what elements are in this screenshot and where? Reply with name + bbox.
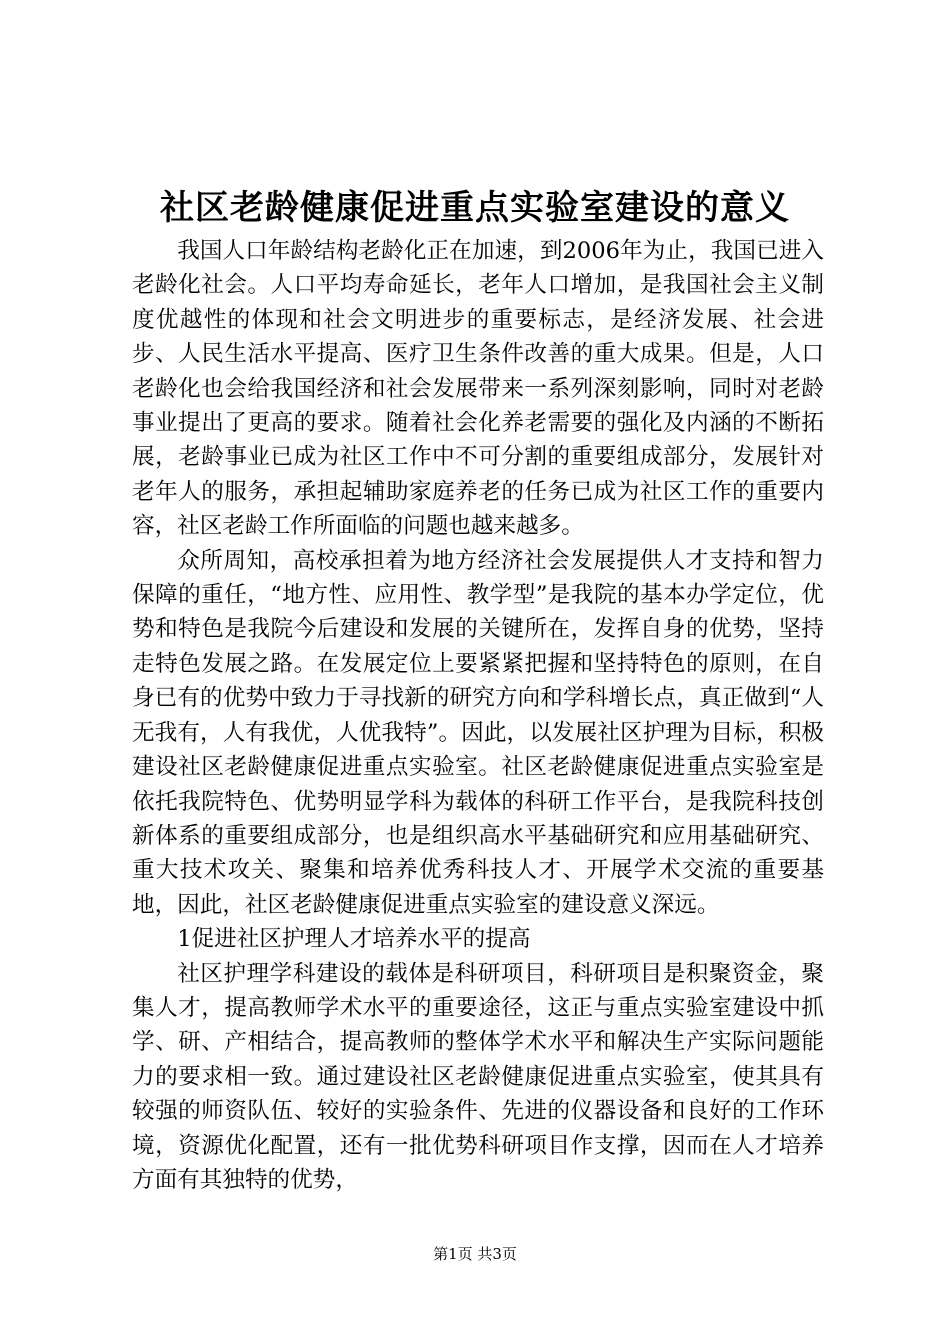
page-footer: 第1页 共3页 bbox=[433, 1245, 517, 1263]
document-body bbox=[132, 234, 824, 1197]
section-heading-1: 1促进社区护理人才培养水平的提高 bbox=[177, 926, 531, 953]
paragraph-section-1: 社区护理学科建设的载体是科研项目，科研项目是积聚资金，聚集人才，提高教师学术水平的重要途径，这正与重点实验室建设中抓学、研、产相结合，提高教师的整体学术水平和解决生产实际问题能力的要求相一致。通过建设社区老龄健康促进重点实验室，使其具有较强的师资队伍、较好的实验条件、先进的仪器设备和良好的工作环境，资源优化配置，还有一批优势科研项目作支撑，因而在人才培养方面有其独特的优势， bbox=[132, 960, 824, 1193]
paragraph-intro: 我国人口年龄结构老龄化正在加速，到2006年为止，我国已进入老龄化社会。人口平均寿命延长，老年人口增加，是我国社会主义制度优越性的体现和社会文明进步的重要标志，是经济发展、社会进步、人民生活水平提高、医疗卫生条件改善的重大成果。但是，人口老龄化也会给我国经济和社会发展带来一系列深刻影响，同时对老龄事业提出了更高的要求。随着社会化养老需要的强化及内涵的不断拓展，老龄事业已成为社区工作中不可分割的重要组成部分，发展针对老年人的服务，承担起辅助家庭养老的任务已成为社区工作的重要内容，社区老龄工作所面临的问题也越来越多。 bbox=[132, 238, 824, 540]
document-title: 社区老龄健康促进重点实验室建设的意义 bbox=[160, 188, 790, 228]
paragraph-positioning: 众所周知，高校承担着为地方经济社会发展提供人才支持和智力保障的重任，“地方性、应用性、教学型”是我院的基本办学定位，优势和特色是我院今后建设和发展的关键所在，发挥自身的优势，坚持走特色发展之路。在发展定位上要紧紧把握和坚持特色的原则，在自身已有的优势中致力于寻找新的研究方向和学科增长点，真正做到“人无我有，人有我优，人优我特”。因此，以发展社区护理为目标，积极建设社区老龄健康促进重点实验室。社区老龄健康促进重点实验室是依托我院特色、优势明显学科为载体的科研工作平台，是我院科技创新体系的重要组成部分，也是组织高水平基础研究和应用基础研究、重大技术攻关、聚集和培养优秀科技人才、开展学术交流的重要基地，因此，社区老龄健康促进重点实验室的建设意义深远。 bbox=[132, 547, 824, 918]
